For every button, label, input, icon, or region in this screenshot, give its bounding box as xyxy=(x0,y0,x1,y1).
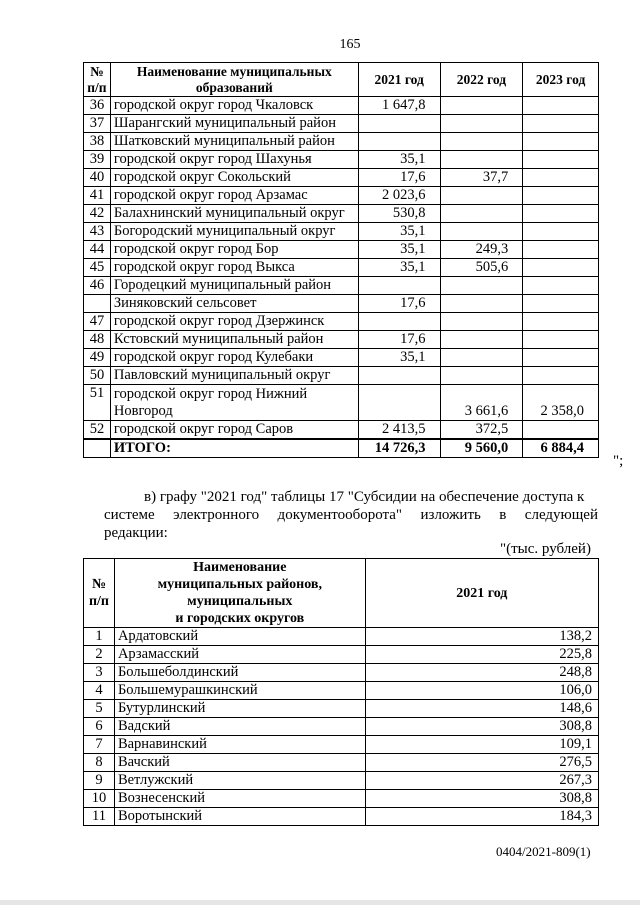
value-2022 xyxy=(440,331,523,349)
row-number: 48 xyxy=(84,331,111,349)
value-2023 xyxy=(523,277,599,295)
header-name: Наименование муниципальных образований xyxy=(110,63,358,97)
district-name: Большемурашкинский xyxy=(114,682,365,700)
table-row xyxy=(84,259,599,277)
row-number: 3 xyxy=(84,664,115,682)
value-2023 xyxy=(523,331,599,349)
table-row xyxy=(84,223,599,241)
value-2023 xyxy=(523,313,599,331)
value-2022 xyxy=(440,115,523,133)
municipality-name-line-2: Новгород xyxy=(113,402,173,419)
table-row xyxy=(84,349,599,367)
value-2023 xyxy=(523,133,599,151)
value-2021: 35,1 xyxy=(358,349,440,367)
value-2022 xyxy=(440,151,523,169)
row-number: 45 xyxy=(84,259,111,277)
header-2023: 2023 год xyxy=(523,63,599,97)
table-row xyxy=(84,133,599,151)
value-2023 xyxy=(523,223,599,241)
row-number: 11 xyxy=(84,808,115,826)
value-2023 xyxy=(523,367,599,385)
value-2023: 2 358,0 xyxy=(523,385,599,421)
municipality-name: городской округ город Дзержинск xyxy=(110,313,358,331)
value-2022: 3 661,6 xyxy=(440,385,523,421)
district-name: Арзамасский xyxy=(114,646,365,664)
municipality-name: городской округ город Саров xyxy=(110,421,358,440)
t2-header-num: № п/п xyxy=(84,559,115,628)
page-number: 165 xyxy=(339,37,361,52)
municipality-name: Шарангский муниципальный район xyxy=(110,115,358,133)
row-number: 6 xyxy=(84,718,115,736)
municipality-name: городской округ город Арзамас xyxy=(110,187,358,205)
header-2022: 2022 год xyxy=(440,63,523,97)
table-row xyxy=(84,151,599,169)
district-name: Вачский xyxy=(114,754,365,772)
value-2021: 17,6 xyxy=(358,169,440,187)
row-number: 52 xyxy=(84,421,111,440)
row-number: 49 xyxy=(84,349,111,367)
municipality-name: Шатковский муниципальный район xyxy=(110,133,358,151)
value-2021: 248,8 xyxy=(365,664,598,682)
municipality-name: Зиняковский сельсовет xyxy=(110,295,358,313)
row-number: 42 xyxy=(84,205,111,223)
value-2023 xyxy=(523,151,599,169)
value-2023 xyxy=(523,187,599,205)
value-2022 xyxy=(440,295,523,313)
value-2022: 505,6 xyxy=(440,259,523,277)
municipality-name: Городецкий муниципальный район xyxy=(110,277,358,295)
row-number: 2 xyxy=(84,646,115,664)
row-number: 37 xyxy=(84,115,111,133)
value-2021: 530,8 xyxy=(358,205,440,223)
municipality-name: городской округ город Кулебаки xyxy=(110,349,358,367)
table-row xyxy=(84,385,599,421)
table-row xyxy=(84,736,599,754)
value-2023 xyxy=(523,169,599,187)
table-row xyxy=(84,331,599,349)
table-row xyxy=(84,682,599,700)
table-row xyxy=(84,772,599,790)
value-2023 xyxy=(523,97,599,115)
municipality-name: Балахнинский муниципальный округ xyxy=(110,205,358,223)
value-2021: 35,1 xyxy=(358,151,440,169)
paragraph-line-3: редакции: xyxy=(104,525,168,541)
row-number: 4 xyxy=(84,682,115,700)
edo-subsidy-table xyxy=(83,558,599,826)
row-number: 5 xyxy=(84,700,115,718)
value-2021 xyxy=(358,385,440,421)
value-2022 xyxy=(440,313,523,331)
value-2022: 37,7 xyxy=(440,169,523,187)
table-row xyxy=(84,97,599,115)
table-row xyxy=(84,421,599,440)
table-row xyxy=(84,295,599,313)
table-row xyxy=(84,115,599,133)
table-row xyxy=(84,808,599,826)
row-number: 1 xyxy=(84,628,115,646)
t2-header-name-line-4: и городских округов xyxy=(175,611,305,626)
table-row xyxy=(84,205,599,223)
municipality-name: городской округ город Шахунья xyxy=(110,151,358,169)
row-number: 46 xyxy=(84,277,111,295)
value-2022 xyxy=(440,133,523,151)
table-row xyxy=(84,367,599,385)
district-name: Большеболдинский xyxy=(114,664,365,682)
value-2021: 184,3 xyxy=(365,808,598,826)
value-2022 xyxy=(440,187,523,205)
value-2022: 249,3 xyxy=(440,241,523,259)
row-number xyxy=(84,295,111,313)
row-number: 36 xyxy=(84,97,111,115)
value-2022 xyxy=(440,223,523,241)
value-2023 xyxy=(523,259,599,277)
value-2021: 267,3 xyxy=(365,772,598,790)
header-num: № п/п xyxy=(84,63,111,97)
closing-quote-mark: "; xyxy=(613,453,624,469)
value-2023 xyxy=(523,115,599,133)
table-row xyxy=(84,187,599,205)
value-2021: 106,0 xyxy=(365,682,598,700)
table-row xyxy=(84,241,599,259)
value-2021: 276,5 xyxy=(365,754,598,772)
value-2021: 17,6 xyxy=(358,331,440,349)
row-number: 43 xyxy=(84,223,111,241)
value-2022 xyxy=(440,277,523,295)
table-row xyxy=(84,646,599,664)
value-2023 xyxy=(523,349,599,367)
table-row xyxy=(84,718,599,736)
row-number: 38 xyxy=(84,133,111,151)
municipality-name: городской округ Сокольский xyxy=(110,169,358,187)
paragraph-line-1: в) графу "2021 год" таблицы 17 "Субсидии на обеспечение доступа к xyxy=(144,489,585,505)
row-number: 7 xyxy=(84,736,115,754)
district-name: Ветлужский xyxy=(114,772,365,790)
value-2021: 308,8 xyxy=(365,718,598,736)
table-row xyxy=(84,790,599,808)
district-name: Вадский xyxy=(114,718,365,736)
value-2021: 2 023,6 xyxy=(358,187,440,205)
total-2022: 9 560,0 xyxy=(440,439,523,458)
row-number: 39 xyxy=(84,151,111,169)
table-row xyxy=(84,169,599,187)
table-row xyxy=(84,313,599,331)
t2-header-name-line-1: Наименование xyxy=(193,560,287,575)
header-2021: 2021 год xyxy=(358,63,440,97)
value-2021 xyxy=(358,133,440,151)
total-row xyxy=(84,439,599,458)
district-name: Вознесенский xyxy=(114,790,365,808)
district-name: Ардатовский xyxy=(114,628,365,646)
value-2021 xyxy=(358,277,440,295)
value-2021: 35,1 xyxy=(358,223,440,241)
district-name: Варнавинский xyxy=(114,736,365,754)
subsidy-table-by-year xyxy=(83,62,599,458)
value-2021: 1 647,8 xyxy=(358,97,440,115)
municipality-name xyxy=(110,385,358,421)
table-row xyxy=(84,277,599,295)
value-2021: 109,1 xyxy=(365,736,598,754)
value-2021: 225,8 xyxy=(365,646,598,664)
value-2021 xyxy=(358,313,440,331)
municipality-name: Богородский муниципальный округ xyxy=(110,223,358,241)
value-2021 xyxy=(358,115,440,133)
value-2023 xyxy=(523,205,599,223)
municipality-name-line-1: городской округ город Нижний xyxy=(113,385,308,402)
municipality-name: городской округ город Бор xyxy=(110,241,358,259)
row-number: 10 xyxy=(84,790,115,808)
value-2021: 148,6 xyxy=(365,700,598,718)
municipality-name: городской округ город Чкаловск xyxy=(110,97,358,115)
municipality-name: городской округ город Выкса xyxy=(110,259,358,277)
value-2022 xyxy=(440,205,523,223)
value-2022 xyxy=(440,97,523,115)
value-2021: 138,2 xyxy=(365,628,598,646)
row-number: 51 xyxy=(84,385,111,421)
total-num xyxy=(84,439,111,458)
value-2021: 2 413,5 xyxy=(358,421,440,440)
value-2021: 17,6 xyxy=(358,295,440,313)
row-number: 8 xyxy=(84,754,115,772)
value-2022 xyxy=(440,367,523,385)
value-2023 xyxy=(523,295,599,313)
scan-edge xyxy=(0,900,640,905)
total-2021: 14 726,3 xyxy=(358,439,440,458)
row-number: 44 xyxy=(84,241,111,259)
value-2021 xyxy=(358,367,440,385)
document-code: 0404/2021-809(1) xyxy=(496,844,591,859)
row-number: 40 xyxy=(84,169,111,187)
row-number: 47 xyxy=(84,313,111,331)
municipality-name: Кстовский муниципальный район xyxy=(110,331,358,349)
t2-header-name-line-3: муниципальных xyxy=(187,594,293,609)
value-2021: 35,1 xyxy=(358,259,440,277)
unit-note: "(тыс. рублей) xyxy=(500,541,591,557)
table-row xyxy=(84,700,599,718)
value-2023 xyxy=(523,421,599,440)
t2-header-name-line-2: муниципальных районов, xyxy=(157,577,322,592)
total-label: ИТОГО: xyxy=(110,439,358,458)
value-2021: 35,1 xyxy=(358,241,440,259)
total-2023: 6 884,4 xyxy=(523,439,599,458)
value-2022: 372,5 xyxy=(440,421,523,440)
paragraph-line-2: системе электронного документооборота" изложить в следующей xyxy=(104,507,598,523)
t2-header-name xyxy=(114,559,365,628)
value-2022 xyxy=(440,349,523,367)
value-2023 xyxy=(523,241,599,259)
row-number: 9 xyxy=(84,772,115,790)
row-number: 50 xyxy=(84,367,111,385)
municipality-name: Павловский муниципальный округ xyxy=(110,367,358,385)
district-name: Воротынский xyxy=(114,808,365,826)
row-number: 41 xyxy=(84,187,111,205)
table-row xyxy=(84,628,599,646)
t2-header-2021: 2021 год xyxy=(365,559,598,628)
value-2021: 308,8 xyxy=(365,790,598,808)
table-row xyxy=(84,754,599,772)
table-row xyxy=(84,664,599,682)
district-name: Бутурлинский xyxy=(114,700,365,718)
